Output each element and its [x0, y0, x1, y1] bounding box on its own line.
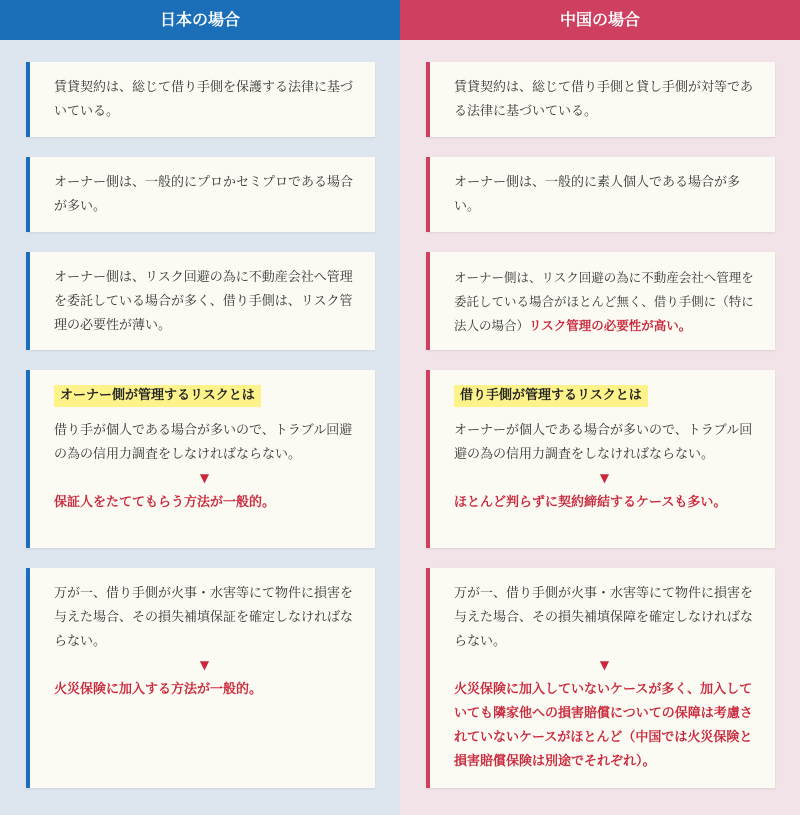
japan-damage-result: 火災保険に加入する方法が一般的。 — [54, 682, 263, 697]
china-header: 中国の場合 — [400, 0, 800, 40]
china-card-damage — [426, 568, 775, 788]
down-arrow-icon: ▼ — [599, 658, 610, 672]
japan-card-management-text: オーナー側は、リスク回避の為に不動産会社へ管理を委託している場合が多く、借り手側は、リスク管理の必要性が薄い。 — [54, 270, 353, 333]
japan-risk-result: 保証人をたててもらう方法が一般的。 — [54, 495, 276, 510]
japan-risk-text: 借り手が個人である場合が多いので、トラブル回避の為の信用力調査をしなければならない。 — [54, 423, 353, 462]
japan-damage-text: 万が一、借り手側が火事・水害等にて物件に損害を与えた場合、その損失補填保証を確定しなければならない。 — [54, 586, 354, 649]
china-card-management-emphasis: リスク管理の必要性が高い。 — [529, 318, 692, 333]
china-risk-highlight: 借り手側が管理するリスクとは — [454, 385, 648, 407]
china-risk-text: オーナーが個人である場合が多いので、トラブル回避の為の信用力調査をしなければならない。 — [454, 423, 753, 462]
japan-card-management — [26, 252, 375, 350]
down-arrow-icon: ▼ — [199, 471, 210, 485]
japan-risk-highlight: オーナー側が管理するリスクとは — [54, 385, 261, 407]
china-card-legal-text: 賃貸契約は、総じて借り手側と貸し手側が対等である法律に基づいている。 — [454, 80, 754, 119]
china-card-legal — [426, 62, 775, 137]
japan-card-owner-text: オーナー側は、一般的にプロかセミプロである場合が多い。 — [54, 175, 354, 214]
china-damage-result: 火災保険に加入していないケースが多く、加入していても隣家他への損害賠償についての保障は考慮されていないケースがほとんど（中国では火災保険と損害賠償保険は別途でそれぞれ）。 — [454, 682, 753, 769]
china-card-management-text: オーナー側は、リスク回避の為に不動産会社へ管理を委託している場合がほとんど無く、借り手側に（特に法人の場合） — [454, 270, 754, 333]
japan-card-legal — [26, 62, 375, 137]
china-card-risk — [426, 370, 775, 548]
japan-card-damage — [26, 568, 375, 788]
china-card-owner-text: オーナー側は、一般的に素人個人である場合が多い。 — [454, 175, 741, 214]
china-column — [400, 0, 800, 815]
china-card-management — [426, 252, 775, 350]
japan-card-legal-text: 賃貸契約は、総じて借り手側を保護する法律に基づいている。 — [54, 80, 354, 119]
china-damage-text: 万が一、借り手側が火事・水害等にて物件に損害を与えた場合、その損失補填保障を確定しなければならない。 — [454, 586, 754, 649]
japan-header: 日本の場合 — [0, 0, 400, 40]
down-arrow-icon: ▼ — [199, 658, 210, 672]
japan-card-risk — [26, 370, 375, 548]
china-card-owner — [426, 157, 775, 232]
down-arrow-icon: ▼ — [599, 471, 610, 485]
japan-card-owner — [26, 157, 375, 232]
china-risk-result: ほとんど判らずに契約締結するケースも多い。 — [454, 495, 727, 510]
